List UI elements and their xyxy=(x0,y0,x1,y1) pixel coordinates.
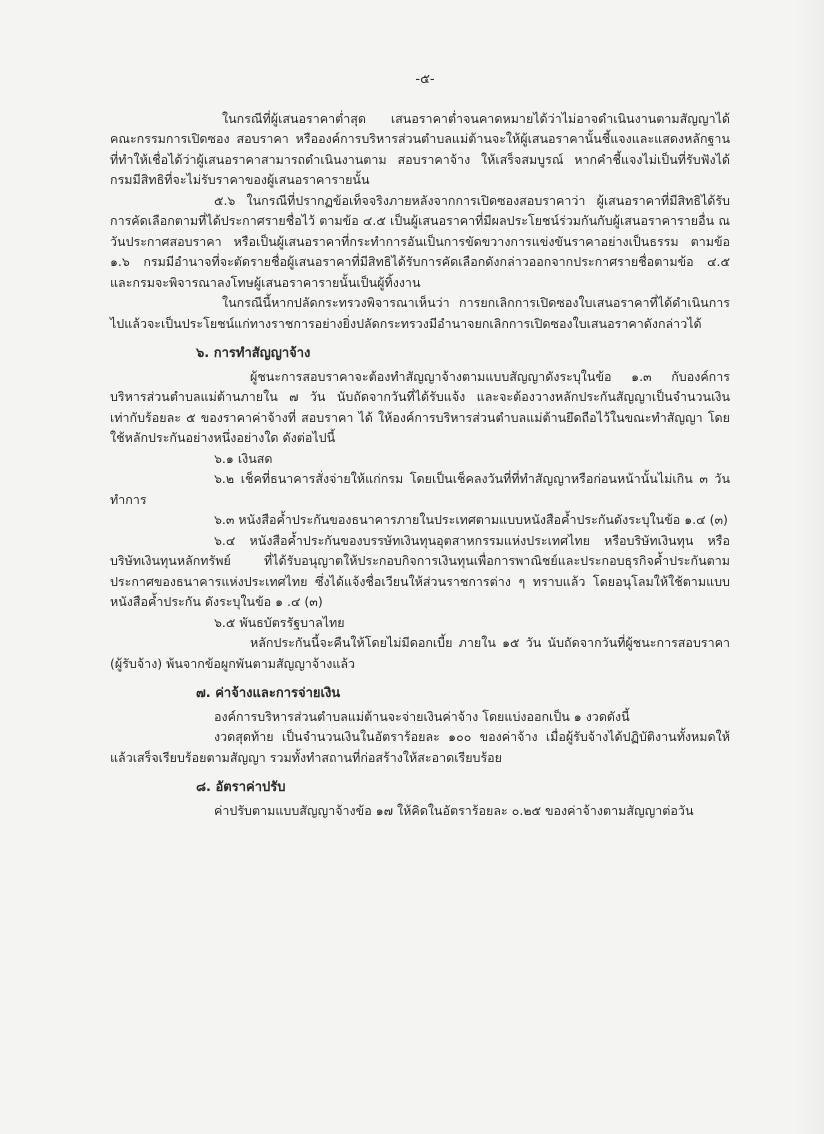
section-7-heading: ๗. ค่าจ้างและการจ่ายเงิน xyxy=(196,686,341,701)
paragraph-cancel-bid: ในกรณีนี้หากปลัดกระทรวงพิจารณาเห็นว่า การยกเลิกการเปิดซองใบเสนอราคาที่ได้ดำเนินการไปแล้วจะเป็นประโยชน์แก่ทางราชการอย่างยิ่งปลัดกระทรวงมีอำนาจยกเลิกการเปิดซองใบเสนอราคาดังกล่าวได้ xyxy=(110,295,730,331)
paragraph-final-installment: งวดสุดท้าย เป็นจำนวนเงินในอัตราร้อยละ ๑๐๐ ของค่าจ้าง เมื่อผู้รับจ้างได้ปฏิบัติงานทั้งหมดให้ แล้วเสร็จเรียบร้อยตามสัญญา รวมทั้งทำสถานที่ก่อสร้างให้สะอาดเรียบร้อย xyxy=(110,729,730,765)
document-body xyxy=(110,70,730,821)
item-6-5: ๖.๕ พันธบัตรรัฐบาลไทย xyxy=(214,614,345,630)
paragraph-5-6: ๕.๖ ในกรณีที่ปรากฏข้อเท็จจริงภายหลังจากการเปิดซองสอบราคาว่า ผู้เสนอราคาที่มีสิทธิได้รับการคัดเลือกตามที่ได้ประกาศรายชื่อไว้ ตามข้อ ๔.๕ เป็นผู้เสนอราคาที่มีผลประโยชน์ร่วมกันกับผู้เสนอราคารายอื่น ณ วันประกาศสอบราคา หรือเป็นผู้เสนอราคาที่กระทำการอันเป็นการขัดขวางการแข่งขันราคาอย่างเป็นธรรม ตามข้อ ๑.๖ กรมมีอำนาจที่จะตัดรายชื่อผู้เสนอราคาที่มีสิทธิได้รับการคัดเลือกดังกล่าวออกจากประกาศรายชื่อตามข้อ ๔.๕ และกรมจะพิจารณาลงโทษผู้เสนอราคารายนั้นเป็นผู้ทิ้งงาน xyxy=(110,192,730,290)
item-6-2: ๖.๒ เช็คที่ธนาคารสั่งจ่ายให้แก่กรม โดยเป็นเช็คลงวันที่ที่ทำสัญญาหรือก่อนหน้านั้นไม่เกิน ๓ วันทำการ xyxy=(110,471,730,507)
paragraph-guarantee-return: หลักประกันนี้จะคืนให้โดยไม่มีดอกเบี้ย ภายใน ๑๕ วัน นับถัดจากวันที่ผู้ชนะการสอบราคา (ผู้รับจ้าง) พ้นจากข้อผูกพันตามสัญญาจ้างแล้ว xyxy=(110,635,730,671)
paragraph-contract: ผู้ชนะการสอบราคาจะต้องทำสัญญาจ้างตามแบบสัญญาดังระบุในข้อ ๑.๓ กับองค์การบริหารส่วนตำบลแม่ต้านภายใน ๗ วัน นับถัดจากวันที่ได้รับแจ้ง และจะต้องวางหลักประกันสัญญาเป็นจำนวนเงินเท่ากับร้อยละ ๕ ของราคาค่าจ้างที่ สอบราคา ได้ ให้องค์การบริหารส่วนตำบลแม่ต้านยึดถือไว้ในขณะทำสัญญา โดยใช้หลักประกันอย่างหนึ่งอย่างใด ดังต่อไปนี้ xyxy=(110,368,730,445)
item-6-3: ๖.๓ หนังสือค้ำประกันของธนาคารภายในประเทศตามแบบหนังสือค้ำประกันดังระบุในข้อ ๑.๔ (๓) xyxy=(214,512,728,527)
paragraph-lowest-bid: ในกรณีที่ผู้เสนอราคาต่ำสุด เสนอราคาต่ำจนคาดหมายได้ว่าไม่อาจดำเนินงานตามสัญญาได้ คณะกรรมการเปิดซอง สอบราคา หรือองค์การบริหารส่วนตำบลแม่ต้านจะให้ผู้เสนอราคานั้นชี้แจงและแสดงหลักฐานที่ทำให้เชื่อได้ว่าผู้เสนอราคาสามารถดำเนินงานตาม สอบราคาจ้าง ให้เสร็จสมบูรณ์ หากคำชี้แจงไม่เป็นที่รับฟังได้ กรมมีสิทธิที่จะไม่รับราคาของผู้เสนอราคารายนั้น xyxy=(110,110,730,187)
paragraph-penalty: ค่าปรับตามแบบสัญญาจ้างข้อ ๑๗ ให้คิดในอัตราร้อยละ ๐.๒๕ ของค่าจ้างตามสัญญาต่อวัน xyxy=(214,802,694,818)
paragraph-payment: องค์การบริหารส่วนตำบลแม่ต้านจะจ่ายเงินค่าจ้าง โดยแบ่งออกเป็น ๑ งวดดังนี้ xyxy=(214,708,630,724)
section-8-heading: ๘. อัตราค่าปรับ xyxy=(196,780,286,795)
item-6-1: ๖.๑ เงินสด xyxy=(214,450,273,466)
page-number: -๕- xyxy=(415,72,435,87)
item-6-4: ๖.๔ หนังสือค้ำประกันของบรรษัทเงินทุนอุตสาหกรรมแห่งประเทศไทย หรือบริษัทเงินทุน หรือบริษัทเงินทุนหลักทรัพย์ ที่ได้รับอนุญาตให้ประกอบกิจการเงินทุนเพื่อการพาณิชย์และประกอบธุรกิจค้ำประกันตามประกาศของธนาคารแห่งประเทศไทย ซึ่งได้แจ้งชื่อเวียนให้ส่วนราชการต่าง ๆ ทราบแล้ว โดยอนุโลมให้ใช้ตามแบบหนังสือค้ำประกัน ดังระบุในข้อ ๑ .๔ (๓) xyxy=(110,532,730,609)
page-edge-shadow xyxy=(794,0,824,1134)
section-6-heading: ๖. การทำสัญญาจ้าง xyxy=(196,346,311,361)
